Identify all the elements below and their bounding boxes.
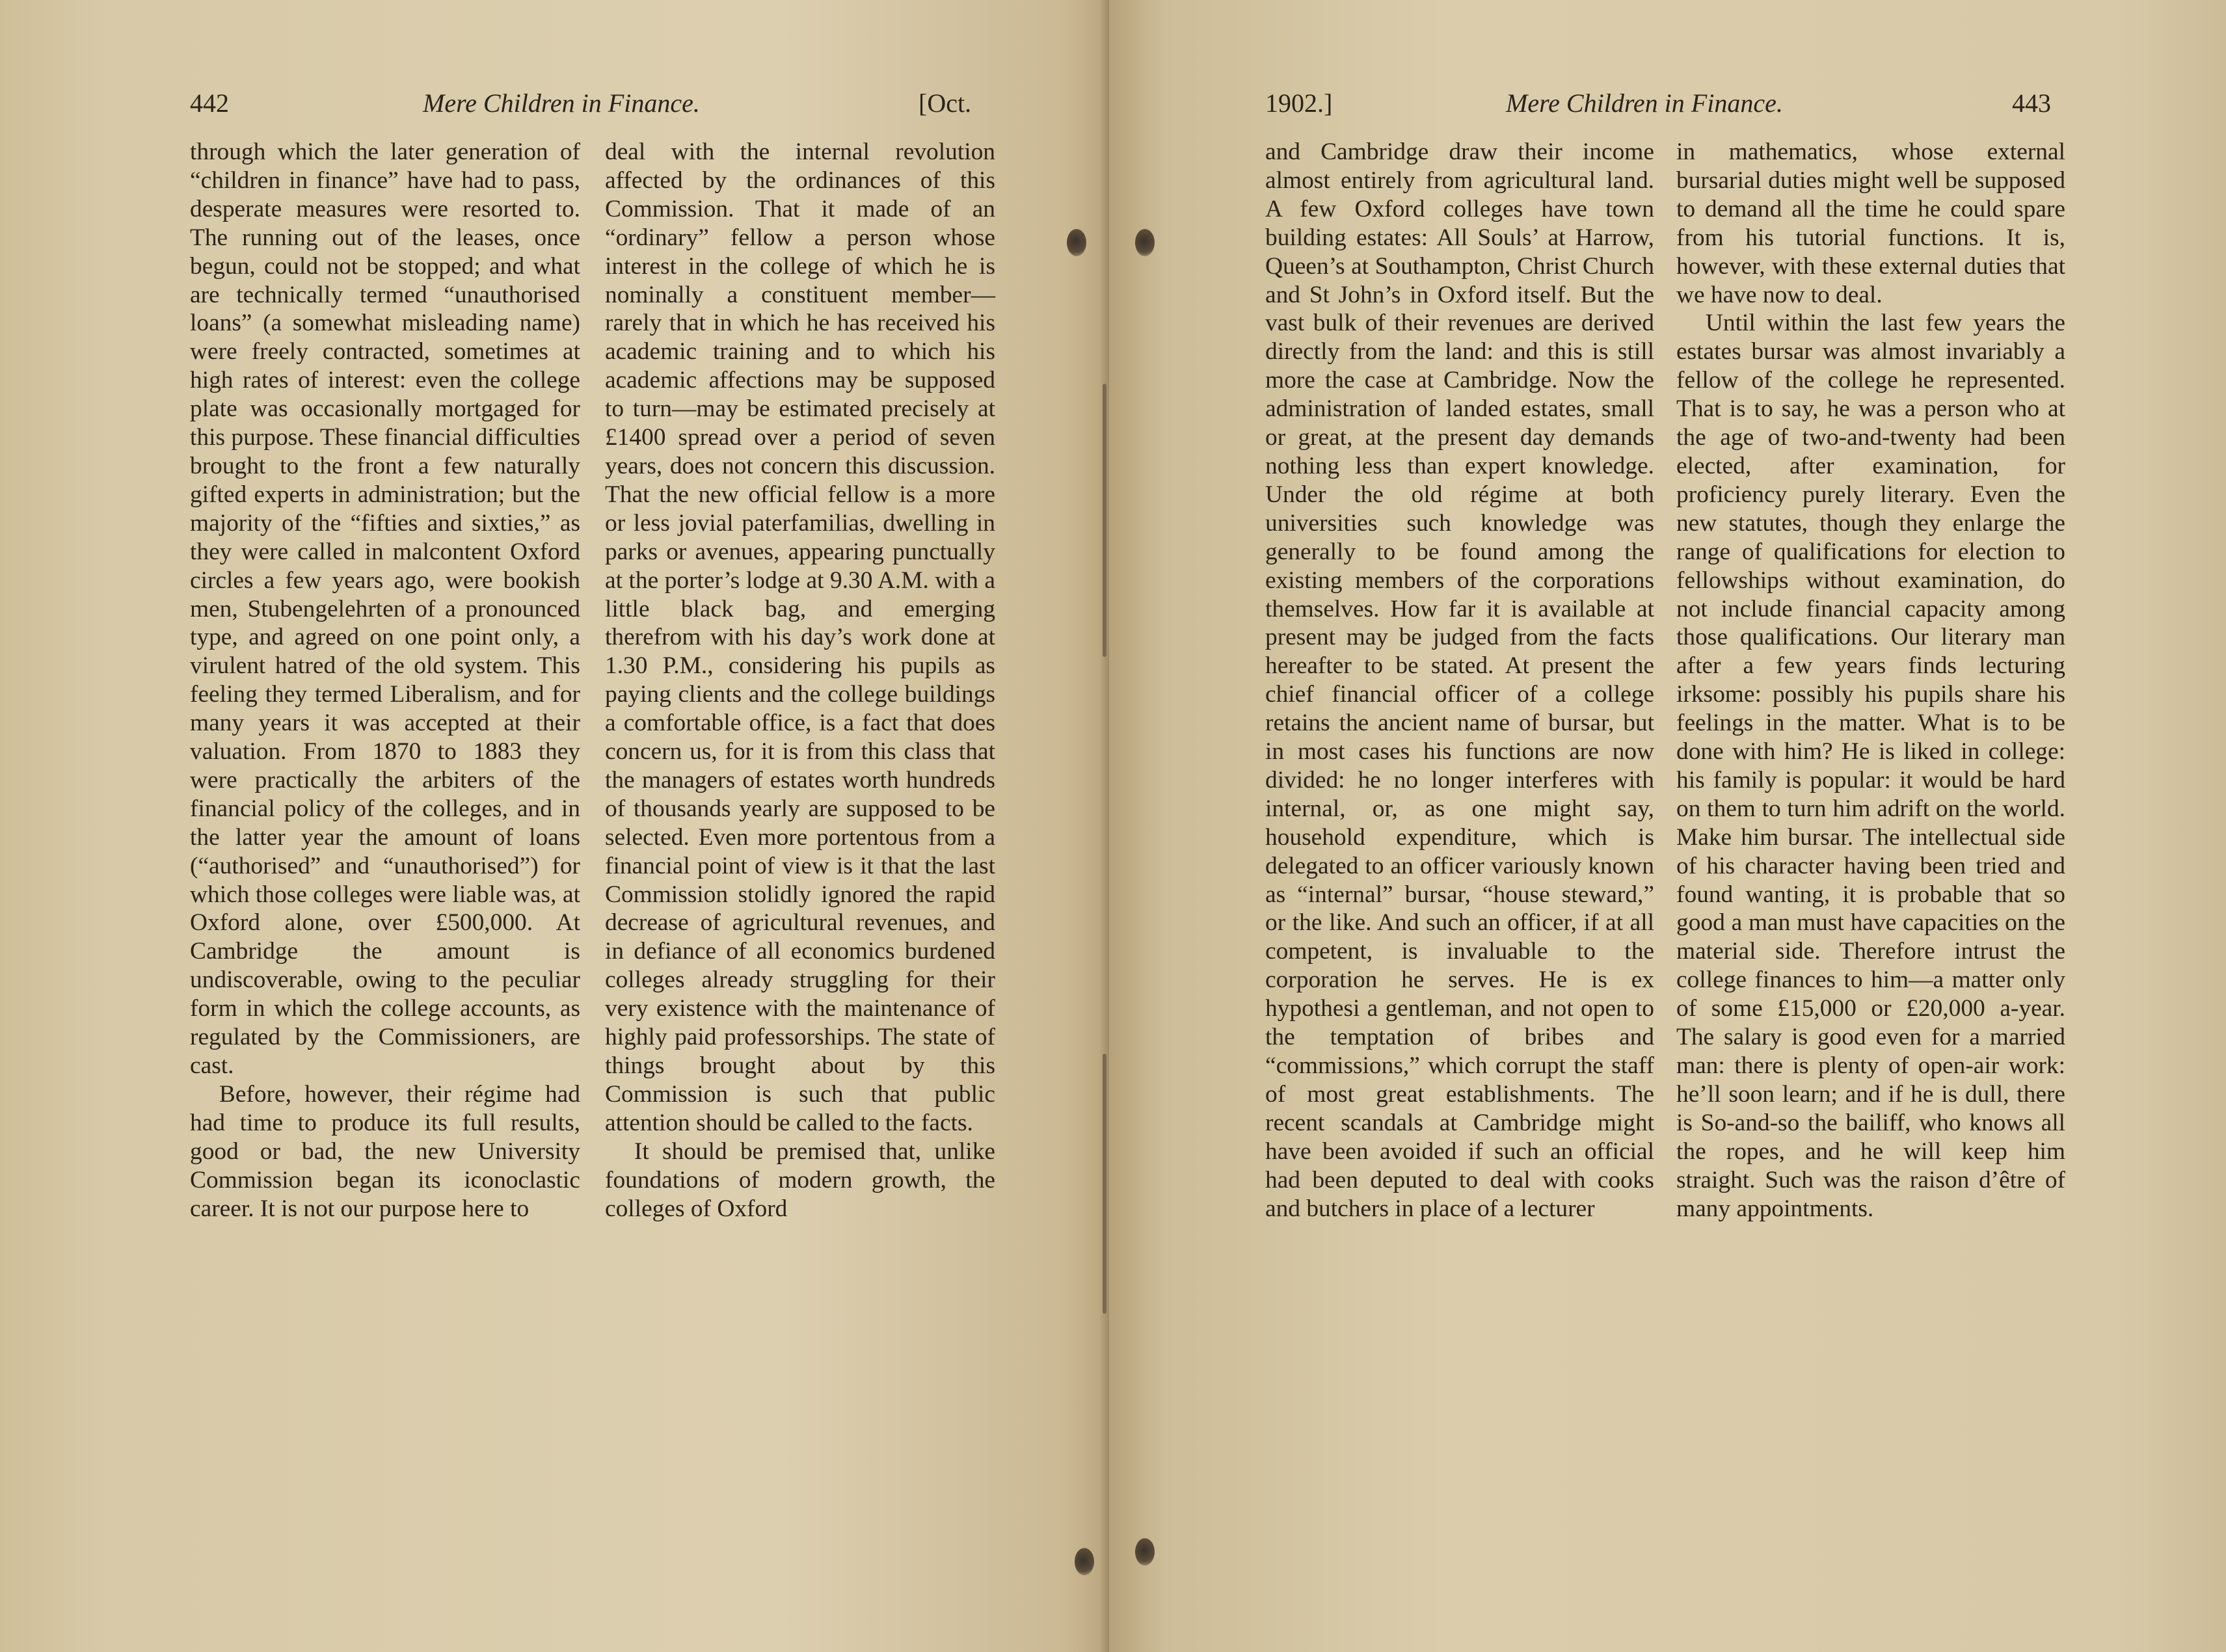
paragraph: Until within the last few years the estates bursar was almost invariably a fellow of the college he represented. That is to say, he was a person who at the age of two-and-twenty had been elected, after examination, for proficiency purely literary. Even the new statutes, though they enlarge the range of qualifications for election to fellowships without examination, do not include financial capacity among those qualifications. Our literary man after a few years finds lecturing irksome: possibly his pupils share his feelings in the matter. What is to be done with him? He is liked in college: his family is popular: it would be hard on them to turn him adrift on the world. Make him bursar. The intellectual side of his character having been tried and found wanting, it is probable that so good a man must have capacities on the material side. Therefore intrust the college finances to him—a matter only of some £15,000 or £20,000 a-year. The salary is good even for a married man: there is plenty of open-air work: he’ll soon learn; and if he is dull, there is So-and-so the bailiff, who knows all the ropes, and he will keep him straight. Such was the raison d’être of many appointments.	[1676, 310, 2065, 1222]
binding-hole	[1135, 1538, 1155, 1565]
left-page-column-2	[605, 138, 995, 1223]
binding-hole	[1075, 1548, 1094, 1575]
left-page-column-1	[190, 138, 580, 1223]
paragraph: deal with the internal revolution affected by the ordinances of this Commission. That it made of an “ordinary” fellow a person whose interest in the college of which he is nominally a constituent member—rarely that in which he has received his academic training and to which his academic affections may be supposed to turn—may be estimated precisely at £1400 spread over a period of seven years, does not concern this discussion. That the new official fellow is a more or less jovial paterfamilias, dwelling in parks or avenues, appearing punctually at the porter’s lodge at 9.30 A.M. with a little black bag, and emerging therefrom with his day’s work done at 1.30 P.M., considering his pupils as paying clients and the college buildings a comfortable office, is a fact that does concern us, for it is from this class that the managers of estates worth hundreds of thousands yearly are supposed to be selected. Even more portentous from a financial point of view is it that the last Commission stolidly ignored the rapid decrease of agricultural revenues, and in defiance of all economics burdened colleges already struggling for their very existence with the maintenance of highly paid professorships. The state of things brought about by this Commission is such that public attention should be called to the facts.	[605, 139, 995, 1136]
right-page-column-2	[1676, 138, 2065, 1223]
page-number-right: 443	[2012, 88, 2051, 118]
paragraph: It should be premised that, unlike foundations of modern growth, the colleges of Oxford	[605, 1138, 995, 1222]
binding-hole	[1135, 229, 1155, 256]
running-title-left: Mere Children in Finance.	[423, 88, 700, 118]
binding-thread	[1103, 1054, 1106, 1314]
right-page	[1109, 0, 2226, 1652]
date-mark-left: [Oct.	[919, 88, 972, 118]
binding-hole	[1067, 229, 1086, 256]
left-page	[0, 0, 1109, 1652]
right-page-column-1	[1265, 138, 1654, 1223]
binding-thread	[1103, 384, 1106, 657]
page-number-left: 442	[190, 88, 229, 118]
running-title-right: Mere Children in Finance.	[1506, 88, 1783, 118]
paragraph: Before, however, their régime had had time to produce its full results, good or bad, the new University Commission began its iconoclastic career. It is not our purpose here to	[190, 1080, 580, 1222]
paragraph: through which the later generation of “children in finance” have had to pass, desperate measures were resorted to. The running out of the leases, once begun, could not be stopped; and what are technically termed “unauthorised loans” (a somewhat misleading name) were freely contracted, sometimes at high rates of interest: even the college plate was occasionally mortgaged for this purpose. These financial difficulties brought to the front a few naturally gifted experts in administration; but the majority of the “fifties and sixties,” as they were called in malcontent Oxford circles a few years ago, were bookish men, Stubengelehrten of a pronounced type, and agreed on one point only, a virulent hatred of the old system. This feeling they termed Liberalism, and for many years it was accepted at their valuation. From 1870 to 1883 they were practically the arbiters of the financial policy of the colleges, and in the latter year the amount of loans (“authorised” and “unauthorised”) for which those colleges were liable was, at Oxford alone, over £500,000. At Cambridge the amount is undiscoverable, owing to the peculiar form in which the college accounts, as regulated by the Commissioners, are cast.	[190, 139, 580, 1079]
paragraph: and Cambridge draw their income almost entirely from agricultural land. A few Oxford colleges have town building estates: All Souls’ at Harrow, Queen’s at Southampton, Christ Church and St John’s in Oxford itself. But the vast bulk of their revenues are derived directly from the land: and this is still more the case at Cambridge. Now the administration of landed estates, small or great, at the present day demands nothing less than expert knowledge. Under the old régime at both universities such knowledge was generally to be found among the existing members of the corporations themselves. How far it is available at present may be judged from the facts hereafter to be stated. At present the chief financial officer of a college retains the ancient name of bursar, but in most cases his functions are now divided: he no longer interferes with internal, or, as one might say, household expenditure, which is delegated to an officer variously known as “internal” bursar, “house steward,” or the like. And such an officer, if at all competent, is invaluable to the corporation he serves. He is ex hypothesi a gentleman, and not open to the temptation of bribes and “commissions,” which corrupt the staff of most great establishments. The recent scandals at Cambridge might have been avoided if such an official had been deputed to deal with cooks and butchers in place of a lecturer	[1265, 139, 1654, 1222]
date-mark-right: 1902.]	[1265, 88, 1333, 118]
paragraph: in mathematics, whose external bursarial duties might well be supposed to demand all the time he could spare from his tutorial functions. It is, however, with these external duties that we have now to deal.	[1676, 139, 2065, 308]
